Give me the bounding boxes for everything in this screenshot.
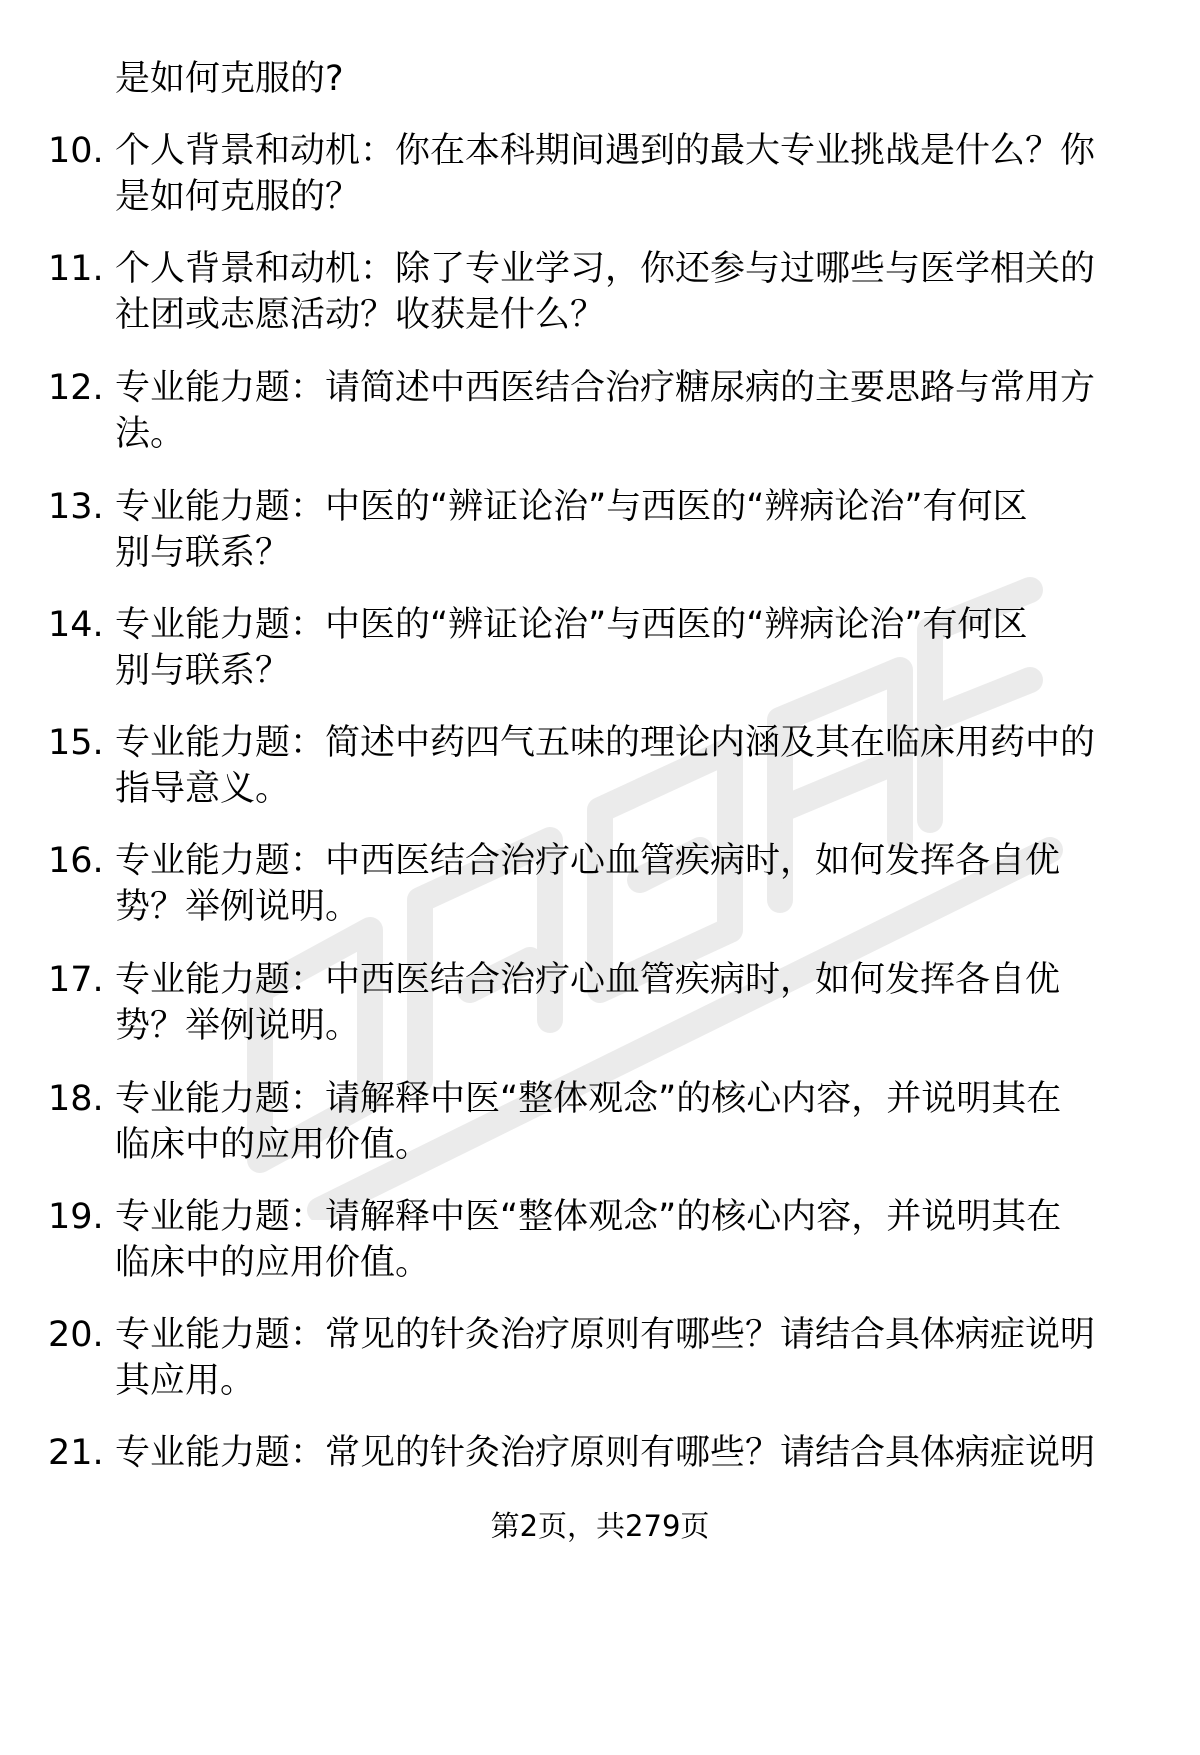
text-line: 社团或志愿活动？收获是什么？ [115,295,606,335]
item-number: 10. [48,131,104,171]
item-text [115,720,1096,812]
item-text [115,484,1035,576]
text-line: 专业能力题：中西医结合治疗心血管疾病时，如何发挥各自优 [115,960,1061,1000]
item-text [115,838,1061,930]
text-line: 指导意义。 [115,769,291,809]
item-text [115,957,1061,1049]
text-line: 个人背景和动机：除了专业学习，你还参与过哪些与医学相关的 [115,249,1096,289]
item-number: 14. [48,605,104,645]
text-line: 临床中的应用价值。 [115,1243,431,1283]
item-number: 18. [48,1079,104,1119]
item-text [115,1430,1096,1476]
item-text [115,1076,1062,1168]
item-number: 21. [48,1433,104,1473]
text-line: 别与联系？ [115,651,291,691]
text-line: 专业能力题：请简述中西医结合治疗糖尿病的主要思路与常用方 [115,368,1096,408]
text-line: 其应用。 [115,1361,256,1401]
item-number: 19. [48,1197,104,1237]
text-line: 专业能力题：中西医结合治疗心血管疾病时，如何发挥各自优 [115,841,1061,881]
item-text [115,365,1096,457]
text-line: 是如何克服的? [115,59,344,99]
text-line: 是如何克服的？ [115,177,361,217]
text-line: 势？举例说明。 [115,1006,361,1046]
text-line: 别与联系？ [115,533,291,573]
text-line: 专业能力题：中医的“辨证论治”与西医的“辨病论治”有何区 [115,605,1028,645]
text-line: 专业能力题：请解释中医“整体观念”的核心内容，并说明其在 [115,1079,1062,1119]
text-line: 专业能力题：中医的“辨证论治”与西医的“辨病论治”有何区 [115,487,1028,527]
text-line: 势？举例说明。 [115,887,361,927]
text-line: 临床中的应用价值。 [115,1125,431,1165]
text-line: 专业能力题：常见的针灸治疗原则有哪些？请结合具体病症说明 [115,1433,1096,1473]
text-line: 专业能力题：简述中药四气五味的理论内涵及其在临床用药中的 [115,723,1096,763]
text-line: 个人背景和动机：你在本科期间遇到的最大专业挑战是什么？你 [115,131,1096,171]
item-number: 11. [48,249,104,289]
continuation-text [115,56,1035,102]
page-footer [0,1508,1200,1544]
item-number: 16. [48,841,104,881]
item-number: 15. [48,723,104,763]
item-number: 20. [48,1315,104,1355]
item-text [115,246,1096,338]
text-line: 法。 [115,414,186,454]
item-text [115,1312,1096,1404]
text-line: 专业能力题：请解释中医“整体观念”的核心内容，并说明其在 [115,1197,1062,1237]
item-text [115,128,1096,220]
page-number-label: 第2页，共279页 [490,1509,710,1543]
item-number: 17. [48,960,104,1000]
item-text [115,1194,1062,1286]
item-text [115,602,1035,694]
item-number: 13. [48,487,104,527]
item-number: 12. [48,368,104,408]
text-line: 专业能力题：常见的针灸治疗原则有哪些？请结合具体病症说明 [115,1315,1096,1355]
